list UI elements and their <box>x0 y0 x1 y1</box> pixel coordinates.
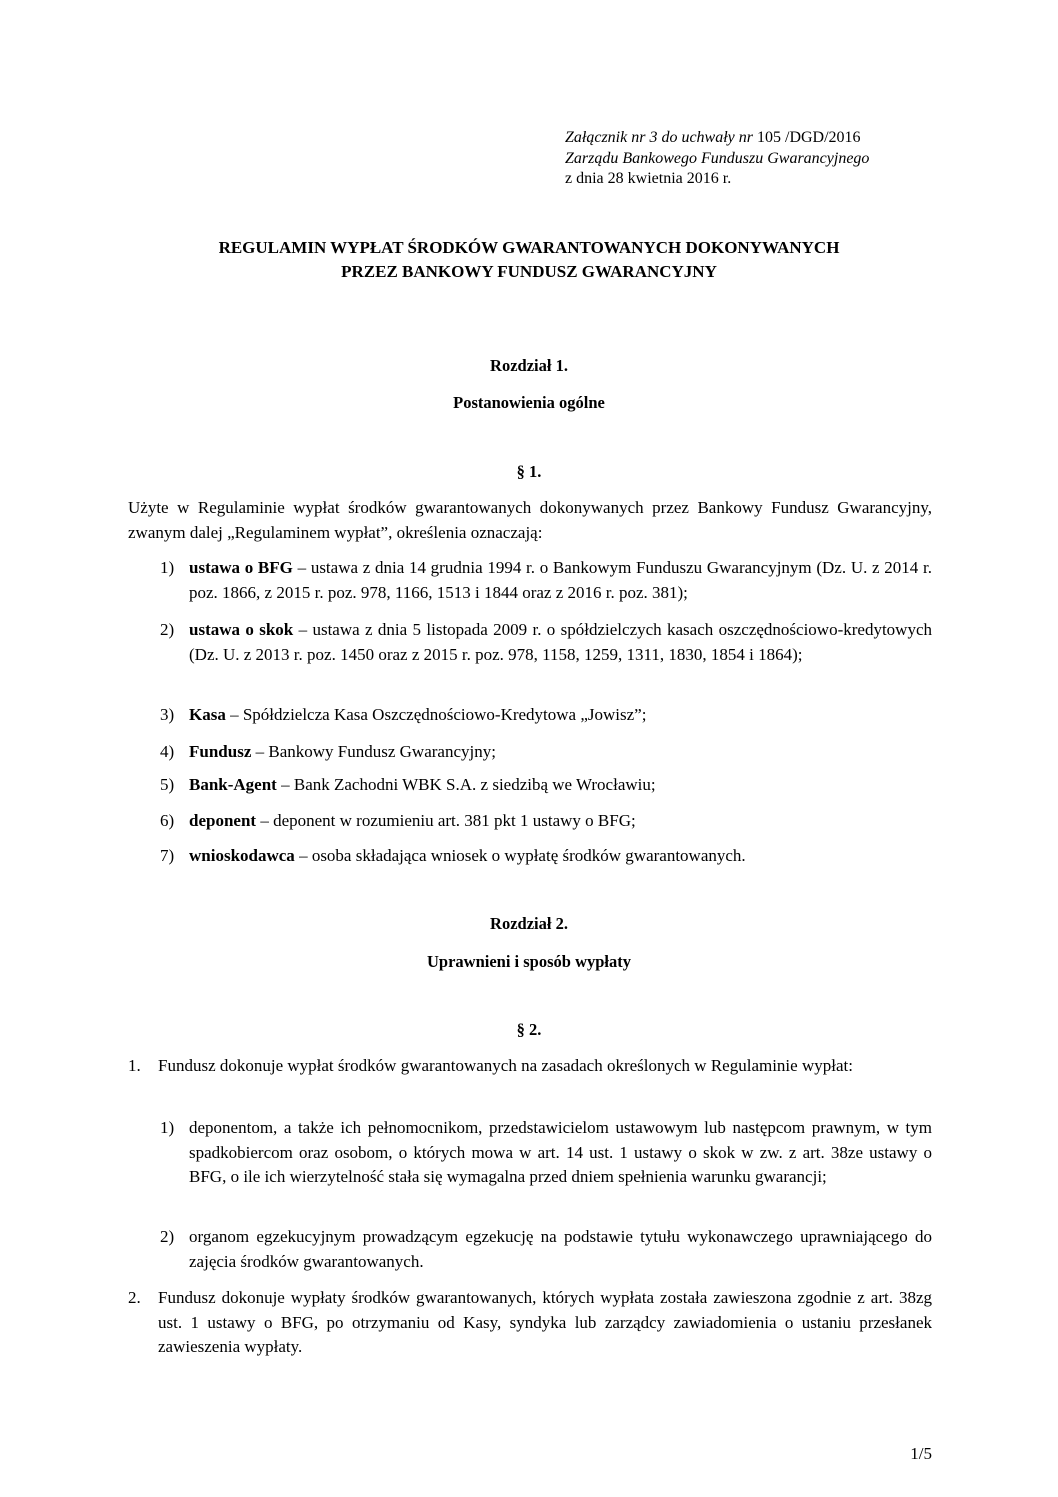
definition-text: – ustawa z dnia 14 grudnia 1994 r. o Bankowym Funduszu Gwarancyjnym (Dz. U. z 2014 r. poz. 1866, z 2015 r. poz. 978, 1166, 1513 i 1844 oraz z 2016 r. poz. 381); <box>189 558 932 602</box>
section-2-heading: § 2. <box>516 1020 542 1039</box>
chapter-1-heading: Rozdział 1. <box>490 356 568 375</box>
page-number: 1/5 <box>910 1444 932 1463</box>
definition-text: – osoba składająca wniosek o wypłatę środków gwarantowanych. <box>294 846 746 865</box>
section-1-intro: Użyte w Regulaminie wypłat środków gwarantowanych dokonywanych przez Bankowy Fundusz Gwarancyjny, zwanym dalej „Regulaminem wypłat”, określenia oznaczają: <box>128 498 932 542</box>
item-number: 6) <box>160 811 175 830</box>
annex-reference <box>565 128 869 190</box>
definition-term: wnioskodawca <box>189 846 295 865</box>
title-line-1: REGULAMIN WYPŁAT ŚRODKÓW GWARANTOWANYCH DOKONYWANYCH <box>218 238 840 257</box>
annex-line-2: Zarządu Bankowego Funduszu Gwarancyjnego <box>565 149 870 167</box>
item-number: 2) <box>160 620 175 639</box>
section-1-heading: § 1. <box>516 462 542 481</box>
item-number: 5) <box>160 775 175 794</box>
definition-term: Kasa <box>189 705 226 724</box>
chapter-1-subtitle: Postanowienia ogólne <box>453 393 605 412</box>
definition-term: ustawa o BFG <box>189 558 293 577</box>
annex-line-3: z dnia 28 kwietnia 2016 r. <box>565 170 732 187</box>
document-title <box>0 236 1058 284</box>
definition-term: deponent <box>189 811 257 830</box>
item-number: 7) <box>160 846 175 865</box>
definition-text: – Spółdzielcza Kasa Oszczędnościowo-Kredytowa „Jowisz”; <box>225 705 647 724</box>
title-line-2: PRZEZ BANKOWY FUNDUSZ GWARANCYJNY <box>341 262 717 281</box>
item-number: 1) <box>160 1118 175 1137</box>
item-number: 3) <box>160 705 175 724</box>
item-number: 2. <box>128 1288 141 1307</box>
definition-text: – ustawa z dnia 5 listopada 2009 r. o spółdzielczych kasach oszczędnościowo-kredytowych (Dz. U. z 2013 r. poz. 1450 oraz z 2015 r. poz. 978, 1158, 1259, 1311, 1830, 1854 i 1864); <box>189 620 932 664</box>
chapter-2-subtitle: Uprawnieni i sposób wypłaty <box>426 952 631 971</box>
item-number: 4) <box>160 742 175 761</box>
chapter-2-heading: Rozdział 2. <box>490 914 568 933</box>
point-text: Fundusz dokonuje wypłat środków gwarantowanych na zasadach określonych w Regulaminie wypłat: <box>158 1056 853 1075</box>
definition-term: Bank-Agent <box>189 775 277 794</box>
annex-line-1: Załącznik nr 3 do uchwały nr 105 /DGD/2016 <box>565 129 861 146</box>
point-text: Fundusz dokonuje wypłaty środków gwarantowanych, których wypłata została zawieszona zgodnie z art. 38zg ust. 1 ustawy o BFG, po otrzymaniu od Kasy, syndyka lub zarządcy zawiadomienia o ustaniu przesłanek zawieszenia wypłaty. <box>158 1288 932 1356</box>
item-number: 1. <box>128 1056 141 1075</box>
definition-term: Fundusz <box>189 742 252 761</box>
definition-text: – Bank Zachodni WBK S.A. z siedzibą we Wrocławiu; <box>276 775 656 794</box>
item-number: 2) <box>160 1227 175 1246</box>
item-number: 1) <box>160 558 175 577</box>
subpoint-text: organom egzekucyjnym prowadzącym egzekucję na podstawie tytułu wykonawczego uprawniającego do zajęcia środków gwarantowanych. <box>189 1227 932 1271</box>
definition-term: ustawa o skok <box>189 620 294 639</box>
subpoint-text: deponentom, a także ich pełnomocnikom, przedstawicielom ustawowym lub następcom prawnym, w tym spadkobiercom oraz osobom, o których mowa w art. 14 ust. 1 ustawy o skok w zw. z art. 38ze ustawy o BFG, o ile ich wierzytelność stała się wymagalna przed dniem spełnienia warunku gwarancji; <box>189 1118 932 1186</box>
definition-text: – deponent w rozumieniu art. 381 pkt 1 ustawy o BFG; <box>256 811 636 830</box>
definition-text: – Bankowy Fundusz Gwarancyjny; <box>251 742 496 761</box>
